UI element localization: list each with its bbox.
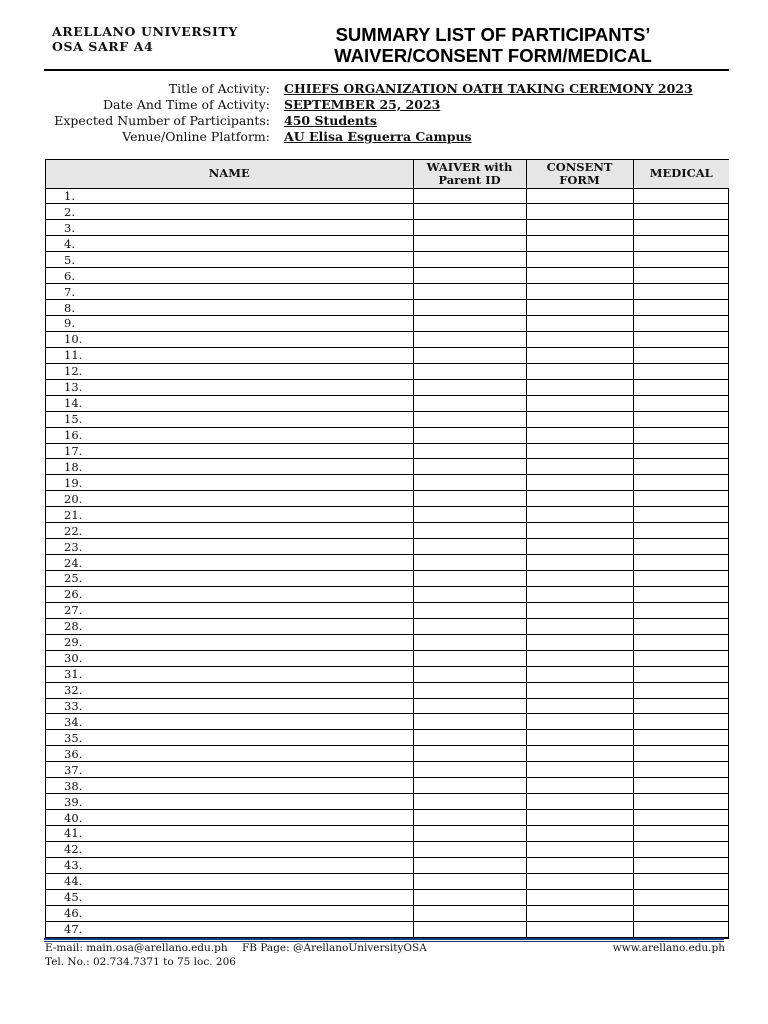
- table-row: [46, 491, 729, 507]
- table-row: [46, 204, 729, 220]
- waiver-cell: [413, 778, 526, 794]
- participants-value: 450 Students: [284, 113, 377, 128]
- consent-cell: [526, 347, 633, 363]
- participant-number: 33.: [46, 698, 413, 714]
- consent-cell: [526, 236, 633, 252]
- participant-number: 8.: [46, 300, 413, 316]
- consent-cell: [526, 443, 633, 459]
- participant-number: 37.: [46, 762, 413, 778]
- waiver-cell: [413, 762, 526, 778]
- participant-number: 15.: [46, 411, 413, 427]
- participant-number: 2.: [46, 204, 413, 220]
- consent-cell: [526, 331, 633, 347]
- table-row: [46, 714, 729, 730]
- table-row: [46, 618, 729, 634]
- medical-cell: [633, 331, 729, 347]
- waiver-cell: [413, 252, 526, 268]
- waiver-cell: [413, 268, 526, 284]
- medical-cell: [633, 714, 729, 730]
- medical-cell: [633, 491, 729, 507]
- table-row: [46, 921, 729, 937]
- medical-cell: [633, 523, 729, 539]
- medical-cell: [633, 794, 729, 810]
- waiver-cell: [413, 666, 526, 682]
- participant-number: 41.: [46, 826, 413, 842]
- participant-number: 39.: [46, 794, 413, 810]
- consent-cell: [526, 921, 633, 937]
- waiver-cell: [413, 523, 526, 539]
- consent-cell: [526, 363, 633, 379]
- waiver-cell: [413, 826, 526, 842]
- participant-number: 29.: [46, 634, 413, 650]
- medical-cell: [633, 730, 729, 746]
- waiver-cell: [413, 220, 526, 236]
- consent-cell: [526, 714, 633, 730]
- medical-cell: [633, 411, 729, 427]
- table-row: [46, 555, 729, 571]
- participant-number: 44.: [46, 873, 413, 889]
- medical-cell: [633, 698, 729, 714]
- participant-number: 26.: [46, 586, 413, 602]
- consent-cell: [526, 395, 633, 411]
- consent-cell: [526, 220, 633, 236]
- table-row: [46, 443, 729, 459]
- medical-cell: [633, 395, 729, 411]
- table-body: [46, 188, 729, 937]
- waiver-cell: [413, 300, 526, 316]
- waiver-cell: [413, 475, 526, 491]
- venue-value: AU Elisa Esguerra Campus: [284, 129, 472, 144]
- medical-cell: [633, 363, 729, 379]
- waiver-cell: [413, 634, 526, 650]
- table-row: [46, 475, 729, 491]
- participant-number: 21.: [46, 507, 413, 523]
- activity-title-label: Title of Activity:: [168, 81, 270, 96]
- table-row: [46, 634, 729, 650]
- consent-cell: [526, 523, 633, 539]
- medical-cell: [633, 316, 729, 332]
- medical-cell: [633, 778, 729, 794]
- medical-cell: [633, 284, 729, 300]
- waiver-cell: [413, 347, 526, 363]
- consent-cell: [526, 794, 633, 810]
- table-row: [46, 411, 729, 427]
- medical-cell: [633, 555, 729, 571]
- venue-row: [0, 129, 768, 145]
- medical-cell: [633, 873, 729, 889]
- participant-number: 42.: [46, 841, 413, 857]
- consent-cell: [526, 905, 633, 921]
- footer-divider: [44, 938, 724, 940]
- table-row: [46, 284, 729, 300]
- footer-email: E-mail: main.osa@arellano.edu.ph: [45, 942, 228, 954]
- consent-cell: [526, 634, 633, 650]
- participant-number: 19.: [46, 475, 413, 491]
- consent-cell: [526, 841, 633, 857]
- table-row: [46, 347, 729, 363]
- consent-cell: [526, 539, 633, 555]
- consent-cell: [526, 826, 633, 842]
- waiver-cell: [413, 411, 526, 427]
- waiver-cell: [413, 698, 526, 714]
- table-row: [46, 762, 729, 778]
- waiver-cell: [413, 618, 526, 634]
- participant-number: 1.: [46, 188, 413, 204]
- consent-cell: [526, 411, 633, 427]
- consent-cell: [526, 698, 633, 714]
- column-header-medical: MEDICAL: [633, 160, 729, 188]
- table-header-row: [46, 160, 729, 188]
- participant-number: 9.: [46, 316, 413, 332]
- consent-cell: [526, 300, 633, 316]
- waiver-cell: [413, 857, 526, 873]
- waiver-cell: [413, 682, 526, 698]
- table-row: [46, 316, 729, 332]
- participant-number: 14.: [46, 395, 413, 411]
- consent-cell: [526, 778, 633, 794]
- consent-cell: [526, 555, 633, 571]
- table-row: [46, 252, 729, 268]
- waiver-cell: [413, 507, 526, 523]
- participant-number: 30.: [46, 650, 413, 666]
- table-row: [46, 857, 729, 873]
- medical-cell: [633, 300, 729, 316]
- participant-number: 28.: [46, 618, 413, 634]
- participant-number: 46.: [46, 905, 413, 921]
- participant-number: 22.: [46, 523, 413, 539]
- participant-number: 31.: [46, 666, 413, 682]
- waiver-cell: [413, 873, 526, 889]
- table-row: [46, 586, 729, 602]
- waiver-cell: [413, 284, 526, 300]
- table-row: [46, 682, 729, 698]
- waiver-cell: [413, 746, 526, 762]
- medical-cell: [633, 810, 729, 826]
- medical-cell: [633, 188, 729, 204]
- medical-cell: [633, 268, 729, 284]
- participant-number: 45.: [46, 889, 413, 905]
- consent-cell: [526, 268, 633, 284]
- waiver-cell: [413, 602, 526, 618]
- waiver-cell: [413, 363, 526, 379]
- medical-cell: [633, 571, 729, 587]
- table-row: [46, 459, 729, 475]
- waiver-cell: [413, 443, 526, 459]
- waiver-cell: [413, 794, 526, 810]
- table-row: [46, 236, 729, 252]
- document-title-line-2: WAIVER/CONSENT FORM/MEDICAL: [334, 45, 652, 66]
- participants-label: Expected Number of Participants:: [54, 113, 270, 128]
- waiver-cell: [413, 841, 526, 857]
- medical-cell: [633, 443, 729, 459]
- consent-cell: [526, 491, 633, 507]
- table-row: [46, 188, 729, 204]
- medical-cell: [633, 586, 729, 602]
- medical-cell: [633, 539, 729, 555]
- activity-title-row: [0, 81, 768, 97]
- footer-telephone: Tel. No.: 02.734.7371 to 75 loc. 206: [45, 956, 236, 968]
- medical-cell: [633, 379, 729, 395]
- table-row: [46, 794, 729, 810]
- waiver-cell: [413, 571, 526, 587]
- medical-cell: [633, 889, 729, 905]
- waiver-cell: [413, 714, 526, 730]
- consent-cell: [526, 316, 633, 332]
- footer-facebook-page: FB Page: @ArellanoUniversityOSA: [242, 942, 427, 954]
- table-row: [46, 363, 729, 379]
- participant-number: 10.: [46, 331, 413, 347]
- medical-cell: [633, 921, 729, 937]
- consent-cell: [526, 602, 633, 618]
- consent-cell: [526, 284, 633, 300]
- consent-cell: [526, 586, 633, 602]
- participant-number: 36.: [46, 746, 413, 762]
- table-row: [46, 507, 729, 523]
- participant-number: 6.: [46, 268, 413, 284]
- waiver-cell: [413, 331, 526, 347]
- column-header-waiver: WAIVER with Parent ID: [413, 160, 526, 188]
- table-row: [46, 539, 729, 555]
- table-row: [46, 889, 729, 905]
- participant-number: 40.: [46, 810, 413, 826]
- participant-number: 12.: [46, 363, 413, 379]
- waiver-cell: [413, 491, 526, 507]
- participant-number: 13.: [46, 379, 413, 395]
- participant-number: 32.: [46, 682, 413, 698]
- waiver-cell: [413, 204, 526, 220]
- participant-number: 23.: [46, 539, 413, 555]
- column-header-name: NAME: [46, 160, 413, 188]
- participant-number: 7.: [46, 284, 413, 300]
- waiver-cell: [413, 889, 526, 905]
- table-row: [46, 602, 729, 618]
- consent-cell: [526, 666, 633, 682]
- consent-cell: [526, 188, 633, 204]
- participant-number: 16.: [46, 427, 413, 443]
- participants-table: [45, 159, 729, 939]
- consent-cell: [526, 762, 633, 778]
- consent-cell: [526, 857, 633, 873]
- consent-cell: [526, 730, 633, 746]
- table-row: [46, 666, 729, 682]
- table-row: [46, 427, 729, 443]
- medical-cell: [633, 826, 729, 842]
- consent-cell: [526, 379, 633, 395]
- consent-cell: [526, 810, 633, 826]
- consent-cell: [526, 571, 633, 587]
- table-row: [46, 730, 729, 746]
- medical-cell: [633, 507, 729, 523]
- consent-cell: [526, 873, 633, 889]
- waiver-cell: [413, 810, 526, 826]
- medical-cell: [633, 618, 729, 634]
- header-divider: [44, 69, 729, 71]
- organization-block: [52, 24, 238, 54]
- waiver-cell: [413, 379, 526, 395]
- waiver-cell: [413, 427, 526, 443]
- consent-cell: [526, 507, 633, 523]
- medical-cell: [633, 857, 729, 873]
- venue-label: Venue/Online Platform:: [122, 129, 270, 144]
- table-row: [46, 331, 729, 347]
- medical-cell: [633, 666, 729, 682]
- table-row: [46, 220, 729, 236]
- table-row: [46, 905, 729, 921]
- participant-number: 11.: [46, 347, 413, 363]
- waiver-cell: [413, 905, 526, 921]
- consent-cell: [526, 889, 633, 905]
- consent-cell: [526, 618, 633, 634]
- medical-cell: [633, 427, 729, 443]
- waiver-cell: [413, 188, 526, 204]
- table-row: [46, 523, 729, 539]
- medical-cell: [633, 602, 729, 618]
- medical-cell: [633, 762, 729, 778]
- consent-cell: [526, 252, 633, 268]
- waiver-cell: [413, 555, 526, 571]
- table-row: [46, 268, 729, 284]
- participant-number: 24.: [46, 555, 413, 571]
- participant-number: 17.: [46, 443, 413, 459]
- consent-cell: [526, 650, 633, 666]
- waiver-cell: [413, 921, 526, 937]
- medical-cell: [633, 650, 729, 666]
- table-row: [46, 778, 729, 794]
- table-row: [46, 841, 729, 857]
- table-row: [46, 826, 729, 842]
- participant-number: 35.: [46, 730, 413, 746]
- waiver-cell: [413, 459, 526, 475]
- participant-number: 25.: [46, 571, 413, 587]
- medical-cell: [633, 682, 729, 698]
- document-title: [300, 24, 686, 66]
- medical-cell: [633, 220, 729, 236]
- participant-number: 4.: [46, 236, 413, 252]
- medical-cell: [633, 475, 729, 491]
- activity-date-value: SEPTEMBER 25, 2023: [284, 97, 441, 112]
- medical-cell: [633, 204, 729, 220]
- activity-date-label: Date And Time of Activity:: [102, 97, 270, 112]
- consent-cell: [526, 475, 633, 491]
- consent-cell: [526, 459, 633, 475]
- waiver-cell: [413, 395, 526, 411]
- document-title-line-1: SUMMARY LIST OF PARTICIPANTS’: [335, 24, 651, 45]
- consent-cell: [526, 682, 633, 698]
- participant-number: 38.: [46, 778, 413, 794]
- consent-cell: [526, 427, 633, 443]
- medical-cell: [633, 746, 729, 762]
- participant-number: 5.: [46, 252, 413, 268]
- consent-cell: [526, 204, 633, 220]
- table-row: [46, 395, 729, 411]
- waiver-cell: [413, 586, 526, 602]
- table-row: [46, 650, 729, 666]
- activity-title-value: CHIEFS ORGANIZATION OATH TAKING CEREMONY 2023: [284, 81, 693, 96]
- consent-cell: [526, 746, 633, 762]
- form-code: OSA SARF A4: [52, 39, 154, 54]
- participant-number: 47.: [46, 921, 413, 937]
- participant-number: 18.: [46, 459, 413, 475]
- waiver-cell: [413, 539, 526, 555]
- medical-cell: [633, 347, 729, 363]
- table-row: [46, 698, 729, 714]
- table-row: [46, 571, 729, 587]
- document-header: [0, 0, 768, 72]
- waiver-cell: [413, 316, 526, 332]
- table-row: [46, 300, 729, 316]
- waiver-cell: [413, 730, 526, 746]
- footer-website: www.arellano.edu.ph: [612, 942, 725, 954]
- participants-row: [0, 113, 768, 129]
- participant-number: 27.: [46, 602, 413, 618]
- university-name: ARELLANO UNIVERSITY: [52, 24, 238, 39]
- medical-cell: [633, 905, 729, 921]
- medical-cell: [633, 459, 729, 475]
- participant-number: 20.: [46, 491, 413, 507]
- table-row: [46, 810, 729, 826]
- activity-date-row: [0, 97, 768, 113]
- table-row: [46, 379, 729, 395]
- participant-number: 34.: [46, 714, 413, 730]
- medical-cell: [633, 252, 729, 268]
- participant-number: 43.: [46, 857, 413, 873]
- waiver-cell: [413, 236, 526, 252]
- medical-cell: [633, 841, 729, 857]
- table-row: [46, 873, 729, 889]
- medical-cell: [633, 634, 729, 650]
- table-row: [46, 746, 729, 762]
- medical-cell: [633, 236, 729, 252]
- waiver-cell: [413, 650, 526, 666]
- column-header-consent: CONSENT FORM: [526, 160, 633, 188]
- participant-number: 3.: [46, 220, 413, 236]
